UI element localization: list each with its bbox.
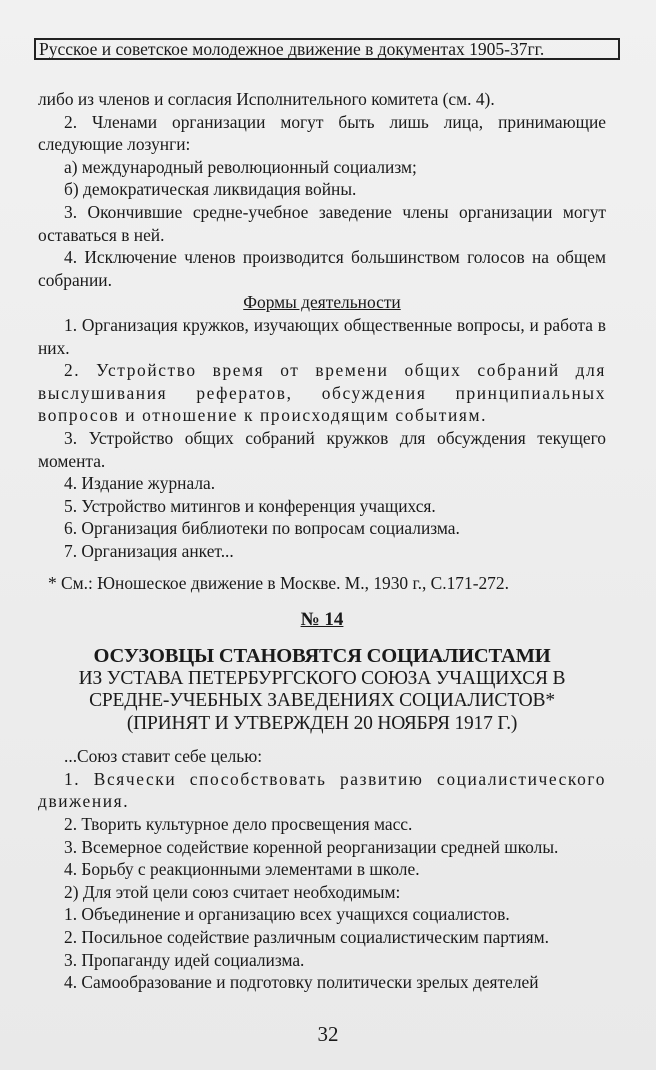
- document-title: ОСУЗОВЦЫ СТАНОВЯТСЯ СОЦИАЛИСТАМИ: [93, 644, 551, 667]
- paragraph: 1. Всячески способствовать развитию социалистического движения.: [38, 768, 606, 812]
- paragraph: 4. Издание журнала.: [64, 473, 216, 494]
- paragraph: 5. Устройство митингов и конференция учащихся.: [64, 495, 436, 516]
- paragraph: 2) Для этой цели союз считает необходимым:: [64, 881, 401, 902]
- paragraph: 4. Исключение членов производится большинством голосов на общем собрании.: [38, 247, 606, 290]
- paragraph: 2. Устройство время от времени общих собраний для выслушивания рефератов, обсуждения принципиальных вопросов и отношение к происходящим событиям.: [38, 360, 606, 426]
- paragraph: либо из членов и согласия Исполнительного комитета (см. 4).: [38, 89, 495, 109]
- paragraph: 3. Окончившие средне-учебное заведение члены организации могут оставаться в ней.: [38, 201, 606, 245]
- paragraph: 7. Организация анкет...: [64, 540, 234, 561]
- paragraph: ...Союз ставит себе целью:: [64, 746, 263, 767]
- running-header: Русское и советское молодежное движение в документах 1905-37гг.: [34, 38, 620, 60]
- paragraph: 1. Организация кружков, изучающих общественные вопросы, и работа в них.: [38, 314, 606, 358]
- paragraph: а) международный революционный социализм;: [64, 156, 417, 177]
- document-subtitle: ИЗ УСТАВА ПЕТЕРБУРГСКОГО СОЮЗА УЧАЩИХСЯ В СРЕДНЕ-УЧЕБНЫХ ЗАВЕДЕНИЯХ СОЦИАЛИСТОВ*: [78, 667, 566, 712]
- paragraph: 3. Всемерное содействие коренной реорганизации средней школы.: [64, 836, 559, 857]
- document-date: (ПРИНЯТ И УТВЕРЖДЕН 20 НОЯБРЯ 1917 Г.): [126, 712, 518, 734]
- paragraph: б) демократическая ликвидация войны.: [64, 179, 357, 200]
- paragraph: 1. Объединение и организацию всех учащихся социалистов.: [64, 904, 510, 925]
- paragraph: 3. Устройство общих собраний кружков для обсуждения текущего момента.: [38, 427, 606, 471]
- paragraph: 4. Борьбу с реакционными элементами в школе.: [64, 859, 420, 880]
- paragraph: 2. Посильное содействие различным социалистическим партиям.: [64, 926, 550, 947]
- page-number: 32: [317, 1022, 339, 1046]
- paragraph: 3. Пропаганду идей социализма.: [64, 949, 305, 970]
- document-number: № 14: [300, 609, 344, 631]
- paragraph: 6. Организация библиотеки по вопросам социализма.: [64, 518, 460, 539]
- paragraph: 4. Самообразование и подготовку политически зрелых деятелей: [64, 972, 539, 993]
- paragraph: 2. Членами организации могут быть лишь лица, принимающие следующие лозунги:: [38, 111, 606, 155]
- section-title: Формы деятельности: [243, 292, 401, 313]
- page-body: [38, 88, 606, 994]
- paragraph: 2. Творить культурное дело просвещения масс.: [64, 813, 413, 834]
- footnote: * См.: Юношеское движение в Москве. М., 1930 г., С.171-272.: [48, 573, 509, 594]
